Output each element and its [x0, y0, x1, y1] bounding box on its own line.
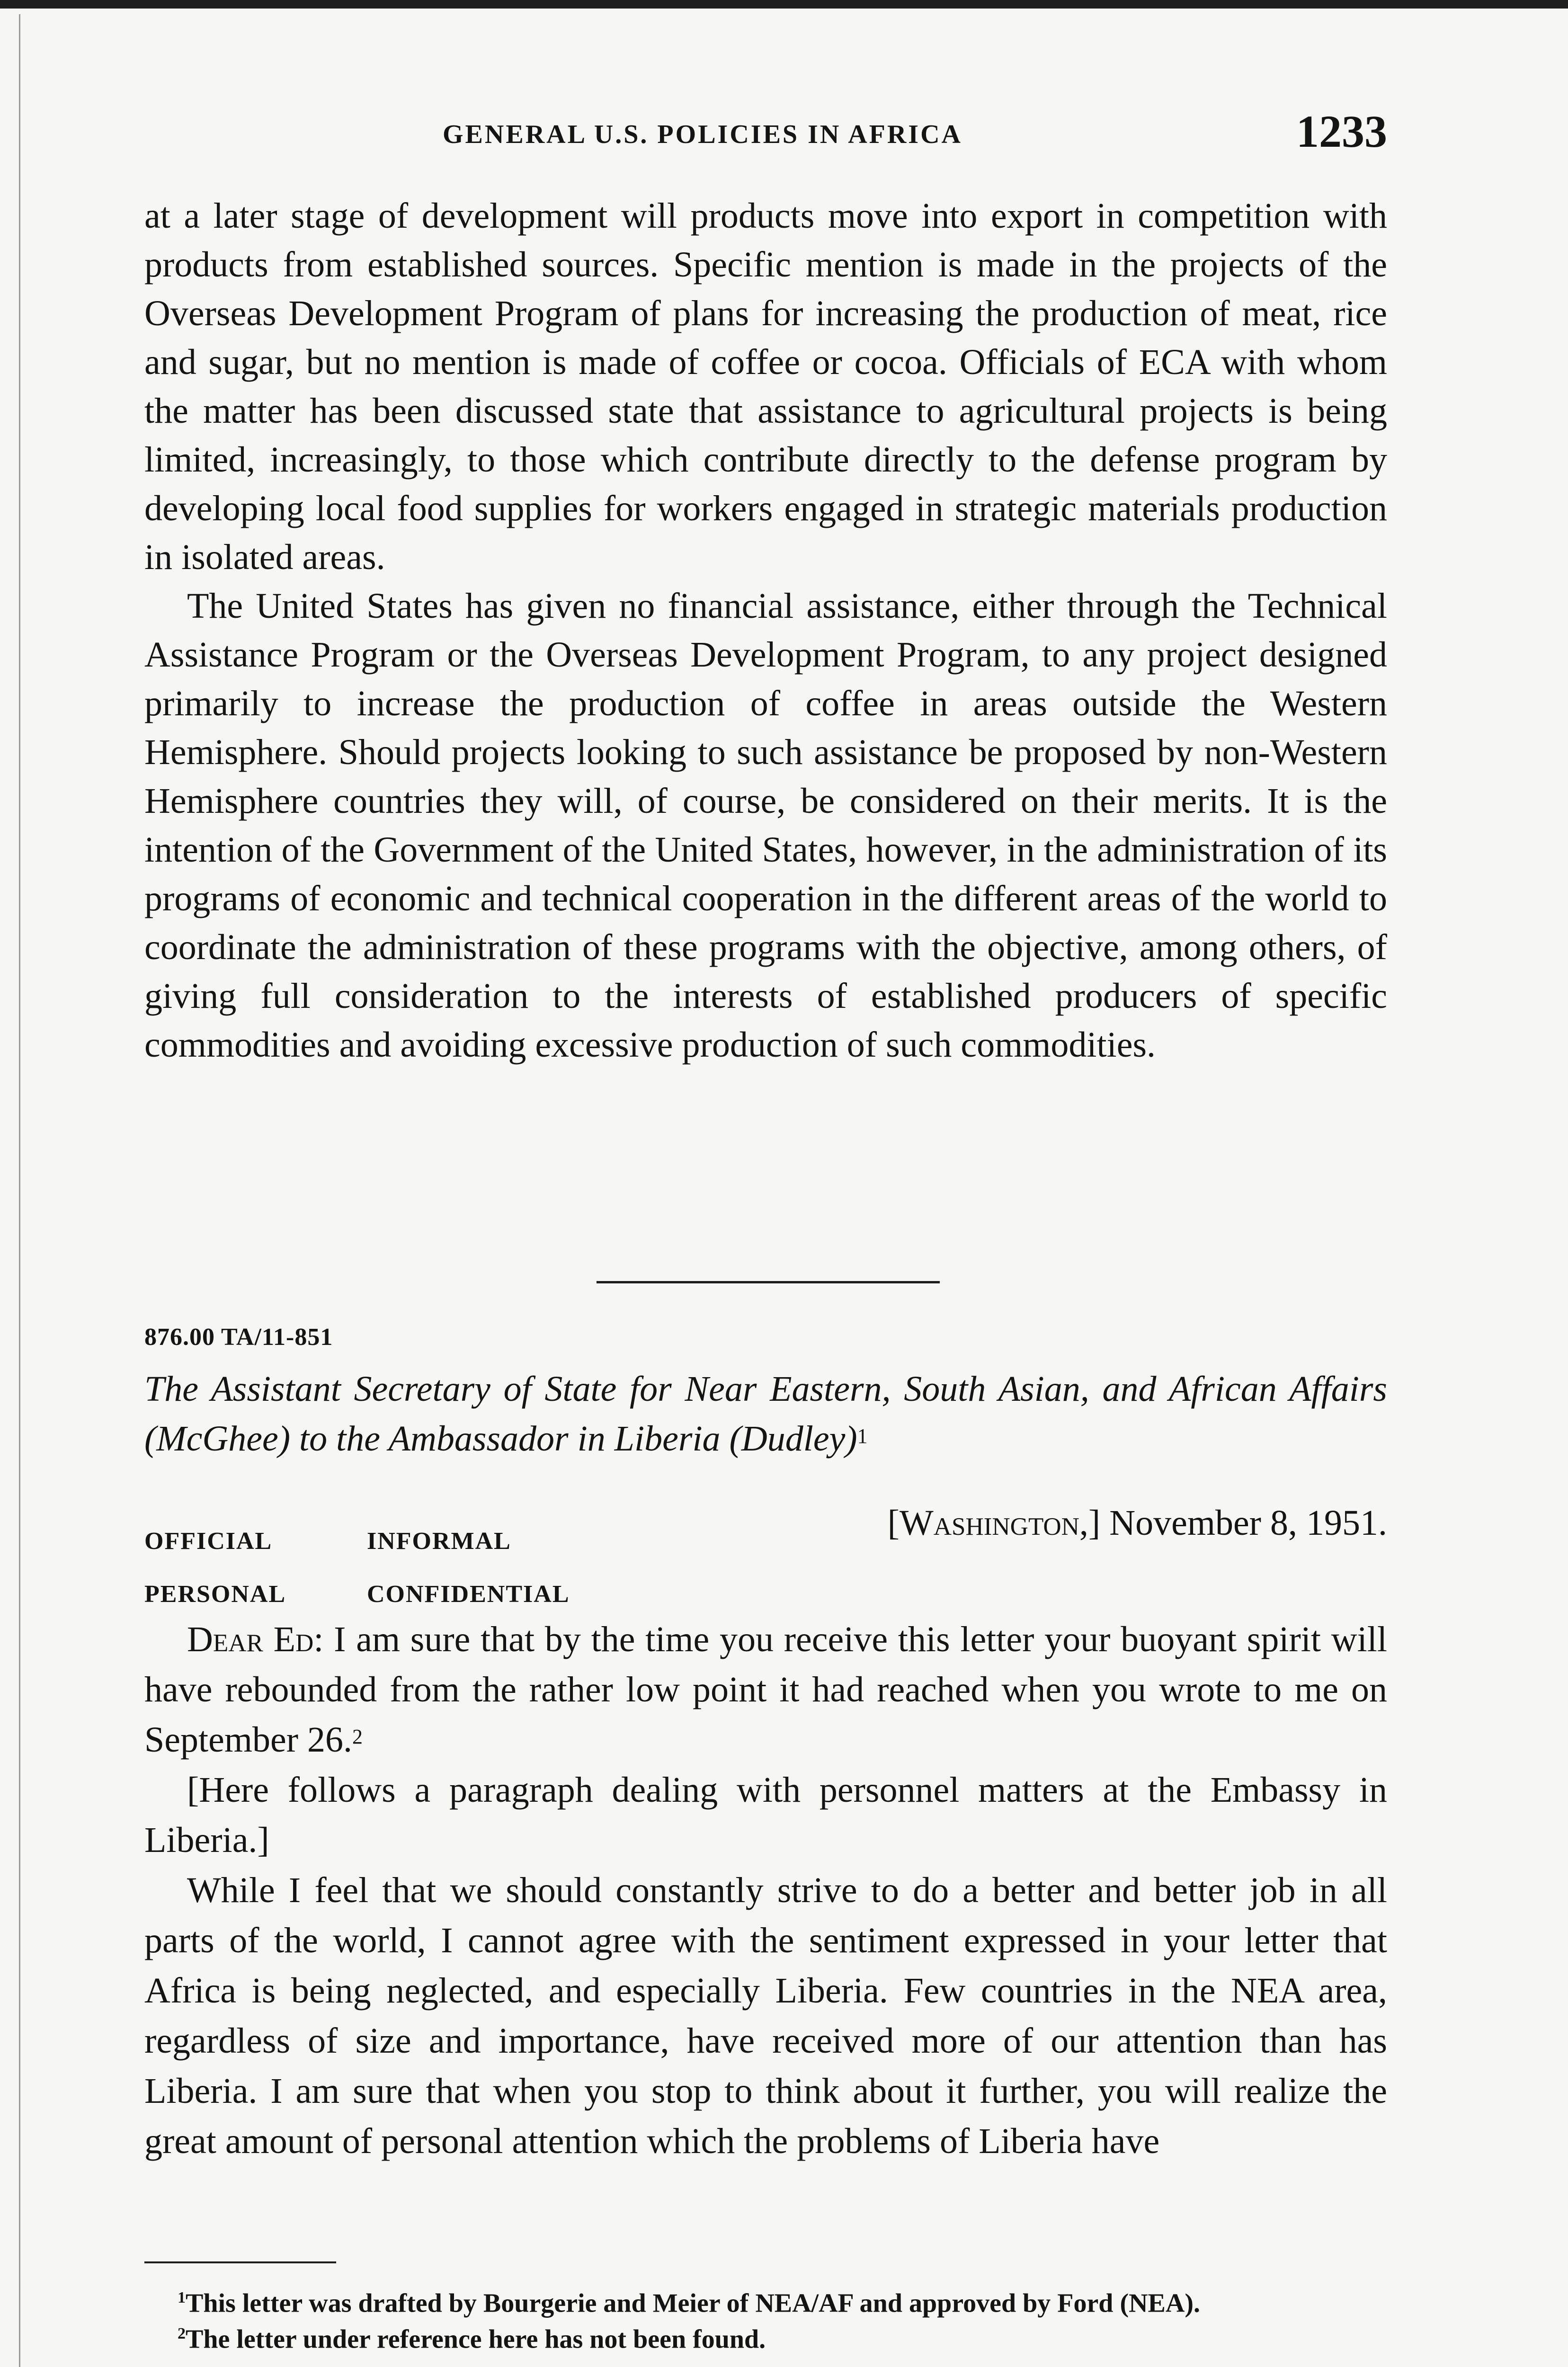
- footnote-2: [144, 2319, 1387, 2355]
- preceding-document-text: [144, 192, 1387, 1069]
- running-header: [144, 105, 1387, 157]
- top-border-rule: [0, 0, 1568, 9]
- footnotes: [144, 2283, 1387, 2354]
- footnote-2-text: The letter under reference here has not been found.: [186, 2324, 766, 2354]
- body-paragraph-2: The United States has given no financial assistance, either through the Technical Assistance Program or the Overseas Development Program, to any project designed primarily to increase the production of coffee in areas outside the Western Hemisphere. Should projects looking to such assistance be proposed by non-Western Hemisphere countries they will, of course, be considered on their merits. It is the intention of the Government of the United States, however, in the administration of its programs of economic and technical cooperation in the different areas of the world to coordinate the administration of these programs with the objective, among others, of giving full consideration to the interests of established producers of specific commodities and avoiding excessive production of such commodities.: [144, 586, 1387, 1065]
- footnote-divider: [144, 2261, 336, 2263]
- salutation: Dear Ed:: [187, 1620, 324, 1659]
- letter-paragraph-3: While I feel that we should constantly strive to do a better and better job in all parts of the world, I cannot agree with the sentiment expressed in your letter that Africa is being neglected, and especially Liberia. Few countries in the NEA area, regardless of size and importance, have received more of our attention than has Liberia. I am sure that when you stop to think about it further, you will realize the great amount of personal attention which the problems of Liberia have: [144, 1870, 1387, 2161]
- dateline-place: [Washington,]: [887, 1503, 1101, 1543]
- footnote-1-text: This letter was drafted by Bourgerie and Meier of NEA/AF and approved by Ford (NEA).: [186, 2288, 1200, 2318]
- footnote-2-mark: 2: [178, 2324, 186, 2342]
- classification-confidential: CONFIDENTIAL: [367, 1581, 570, 1608]
- section-divider: [597, 1281, 940, 1283]
- running-title: GENERAL U.S. POLICIES IN AFRICA: [443, 120, 962, 149]
- dateline-date: November 8, 1951.: [1109, 1503, 1387, 1543]
- file-number: 876.00 TA/11-851: [144, 1324, 333, 1351]
- letter-footnote-mark: 2: [352, 1725, 363, 1748]
- letter-paragraph-1: [144, 1614, 1387, 1765]
- page-number: 1233: [1296, 106, 1387, 157]
- title-footnote-mark: 1: [857, 1424, 868, 1448]
- classification-official: OFFICIAL: [144, 1528, 273, 1555]
- footnote-1: [144, 2283, 1387, 2319]
- body-paragraph-1: at a later stage of development will products move into export in competition with products from established sources. Specific mention is made in the projects of the Overseas Development Program of plans for increasing the production of meat, rice and sugar, but no mention is made of coffee or cocoa. Officials of ECA with whom the matter has been discussed state that assistance to agricultural projects is being limited, increasingly, to those which contribute directly to the defense program by developing local food supplies for workers engaged in strategic materials production in isolated areas.: [144, 196, 1387, 577]
- classification-informal: INFORMAL: [367, 1528, 511, 1555]
- dateline: [888, 1503, 1387, 1544]
- letter-body: [144, 1614, 1387, 2166]
- classification-block: [144, 1515, 760, 1621]
- footnote-1-mark: 1: [178, 2289, 186, 2306]
- letter-paragraph-2: [Here follows a paragraph dealing with personnel matters at the Embassy in Liberia.]: [144, 1770, 1387, 1860]
- document-title: [144, 1364, 1387, 1464]
- letter-paragraph-1-text: I am sure that by the time you receive this letter your buoyant spirit will have rebounded from the rather low point it had reached when you wrote to me on September 26.: [144, 1620, 1387, 1760]
- page-left-edge: [19, 14, 20, 2367]
- document-title-text: The Assistant Secretary of State for Near Eastern, South Asian, and African Affairs (McGhee) to the Ambassador in Liberia (Dudley): [144, 1369, 1387, 1459]
- classification-personal: PERSONAL: [144, 1581, 286, 1608]
